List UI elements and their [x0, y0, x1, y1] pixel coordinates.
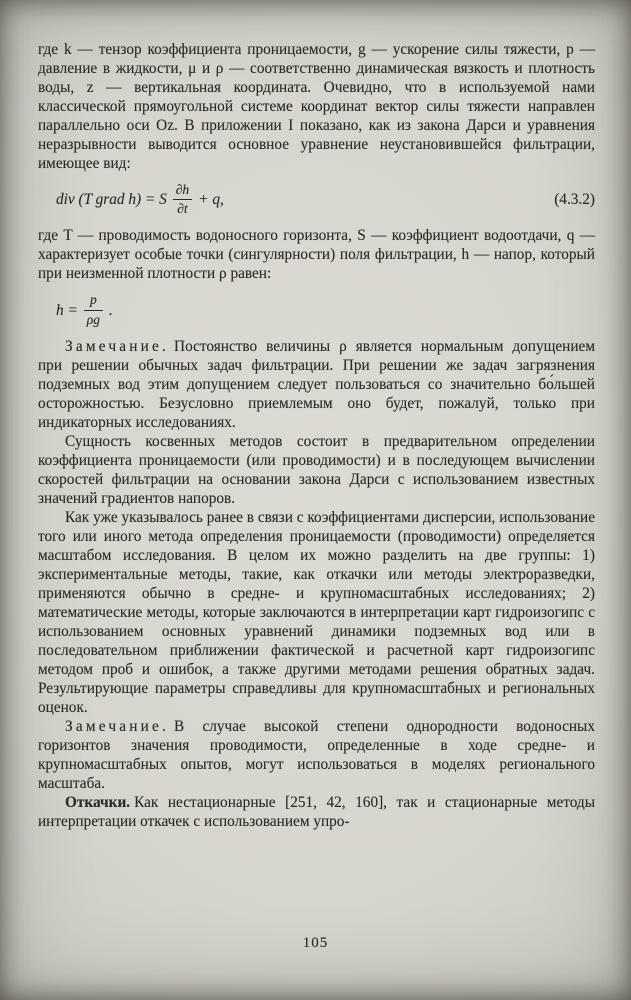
equation-rhs: + q,	[198, 191, 224, 209]
head-lhs: h =	[56, 301, 78, 319]
equation-number: (4.3.2)	[554, 191, 595, 209]
remark-text: В случае высокой степени однородности водоносных горизонтов значения проводимости, определенные в ходе средне- и крупномасштабных опытов, могут использоваться в моделях регионального масштаба.	[38, 717, 595, 792]
page-number: 105	[302, 935, 329, 951]
equation-head	[38, 292, 595, 327]
fraction-dh-dt	[173, 182, 192, 217]
paragraph-pumping-tests	[38, 793, 595, 831]
fraction-p-rho-g	[84, 292, 103, 327]
paragraph-where: где T — проводимость водоносного горизонта, S — коэффициент водоотдачи, q — характеризует особые точки (сингулярности) поля фильтрации, h — напор, который при неизменной плотности ρ равен:	[38, 227, 595, 283]
equation-4-3-2	[38, 182, 595, 217]
fraction-denominator: ∂t	[177, 201, 188, 217]
fraction-denominator: ρg	[86, 311, 101, 327]
remark-label: Замечание.	[65, 337, 170, 355]
paragraph-indirect-methods: Сущность косвенных методов состоит в предварительном определении коэффициента проницаемости (или проводимости) и в последующем вычислении скоростей фильтрации на основании закона Дарси с использованием известных значений градиентов напоров.	[38, 432, 595, 507]
head-expression	[56, 292, 113, 327]
fraction-numerator: p	[84, 292, 103, 310]
equation-expression	[56, 182, 224, 217]
remark-text: Постоянство величины ρ является нормальным допущением при решении обычных задач фильтрации. При решении же задач загрязнения подземных вод этим допущением следует пользоваться со значительно бо́льшей осторожностью. Безусловно приемлемым оно будет, пожалуй, только при индикаторных исследованиях.	[38, 337, 595, 431]
remark-label: Замечание.	[65, 717, 170, 735]
equation-lhs: div (T grad h) = S	[56, 191, 167, 209]
fraction-numerator: ∂h	[173, 182, 192, 200]
paragraph-remark-1	[38, 337, 595, 432]
paragraph-method-groups: Как уже указывалось ранее в связи с коэффициентами дисперсии, использование того или иного метода определения проницаемости (проводимости) определяется масштабом исследования. В целом их можно разделить на две группы: 1) экспериментальные методы, такие, как откачки или методы электроразведки, применяются обычно в средне- и крупномасштабных исследованиях; 2) математические методы, которые заключаются в интерпретации карт гидроизогипс с использованием основных уравнений динамики подземных вод или в последовательном приближении фактической и расчетной карт гидроизогипс методом проб и ошибок, а также другими методами решения обратных задач. Результирующие параметры справедливы для крупномасштабных и региональных оценок.	[38, 508, 595, 716]
head-rhs: .	[109, 301, 113, 319]
paragraph-intro: где k — тензор коэффициента проницаемости, g — ускорение силы тяжести, p — давление в жидкости, μ и ρ — соответственно динамическая вязкость и плотность воды, z — вертикальная координата. Очевидно, что в используемой нами классической прямоугольной системе координат вектор силы тяжести направлен параллельно оси Oz. В приложении I показано, как из закона Дарси и уравнения неразрывности выводится основное уравнение неустановившейся фильтрации, имеющее вид:	[38, 41, 595, 172]
paragraph-remark-2	[38, 717, 595, 793]
pumping-text: Как нестационарные [251, 42, 160], так и стационарные методы интерпретации откачек с использованием упро-	[38, 793, 595, 830]
pumping-label: Откачки.	[65, 793, 131, 811]
text-block	[38, 40, 595, 831]
